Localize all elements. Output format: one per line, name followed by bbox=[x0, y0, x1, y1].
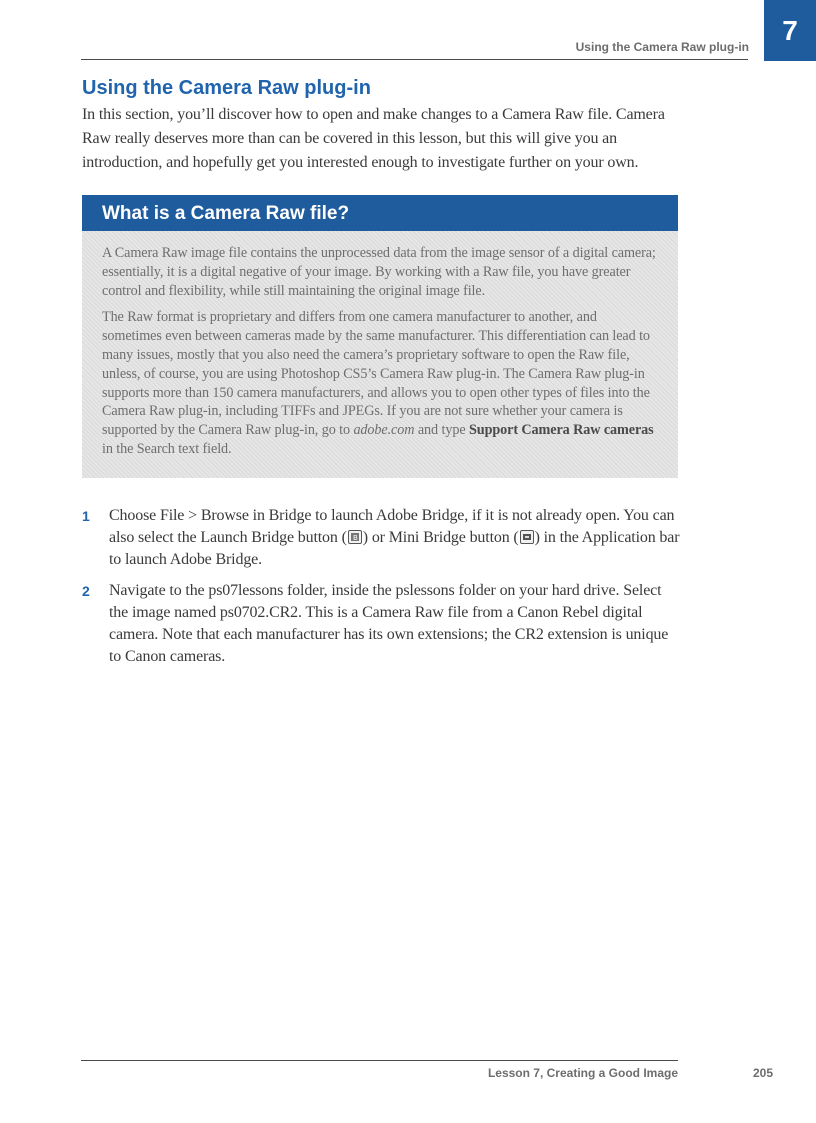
sidebar-box bbox=[82, 195, 678, 478]
sidebar-paragraph bbox=[102, 308, 660, 458]
sidebar-text: The Raw format is proprietary and differs from one camera manufacturer to another, and sometimes even between cameras made by the same manufacturer. This differentiation can lead to many issues, mostly that you also need the camera’s proprietary software to open the Raw file, unless, of course, you are using Photoshop CS5’s Camera Raw plug-in. The Camera Raw plug-in supports more than 150 camera manufacturers, and allows you to open other types of files into the Camera Raw plug-in, including TIFFs and JPEGs. If you are not sure whether your camera is supported by the Camera Raw plug-in, go to bbox=[102, 309, 650, 439]
search-term: Support Camera Raw cameras bbox=[468, 422, 654, 439]
chapter-tab: 7 bbox=[764, 0, 816, 61]
sidebar-paragraph: A Camera Raw image file contains the unprocessed data from the image sensor of a digital camera; essentially, it is a digital negative of your image. By working with a Raw file, you have greater control and flexibility, while still maintaining the original image file. bbox=[102, 245, 656, 299]
steps-list bbox=[82, 505, 682, 677]
step-text: Navigate to the ps07lessons folder, inside the pslessons folder on your hard drive. Select the image named ps0702.CR2. This is a Camera Raw file from a Canon Rebel digital camera. Note that each manufacturer has its own extensions; the CR2 extension is unique to Canon cameras. bbox=[109, 582, 669, 665]
list-item bbox=[82, 580, 682, 668]
step-text-part: ) or Mini Bridge button ( bbox=[362, 529, 519, 546]
sidebar-text: in the Search text field. bbox=[102, 440, 232, 457]
header-divider bbox=[81, 59, 748, 60]
adobe-link[interactable]: adobe.com bbox=[353, 422, 415, 439]
running-header: Using the Camera Raw plug-in bbox=[575, 40, 749, 54]
svg-text:B: B bbox=[352, 534, 358, 542]
step-number: 1 bbox=[82, 508, 90, 524]
launch-bridge-icon bbox=[348, 530, 362, 544]
list-item bbox=[82, 505, 682, 571]
sidebar-text: and type bbox=[417, 422, 466, 439]
section-title: Using the Camera Raw plug-in bbox=[82, 77, 371, 99]
footer-divider bbox=[81, 1060, 678, 1061]
step-number: 2 bbox=[82, 583, 90, 599]
step-text bbox=[109, 505, 682, 571]
step-text-part: ) in the Application bar to launch Adobe Bridge. bbox=[109, 529, 680, 568]
intro-paragraph: In this section, you’ll discover how to open and make changes to a Camera Raw file. Camera Raw really deserves more than can be covered in this lesson, but this will give you an introduction, and hopefully get you interested enough to investigate further on your own. bbox=[82, 106, 665, 171]
sidebar-title: What is a Camera Raw file? bbox=[82, 195, 678, 231]
footer-lesson: Lesson 7, Creating a Good Image bbox=[487, 1066, 678, 1080]
step-text-part: Choose File > Browse in Bridge to launch Adobe Bridge, if it is not already open. You can also select the Launch Bridge button ( bbox=[109, 507, 675, 546]
mini-bridge-icon bbox=[520, 530, 534, 544]
page-number: 205 bbox=[753, 1066, 774, 1080]
